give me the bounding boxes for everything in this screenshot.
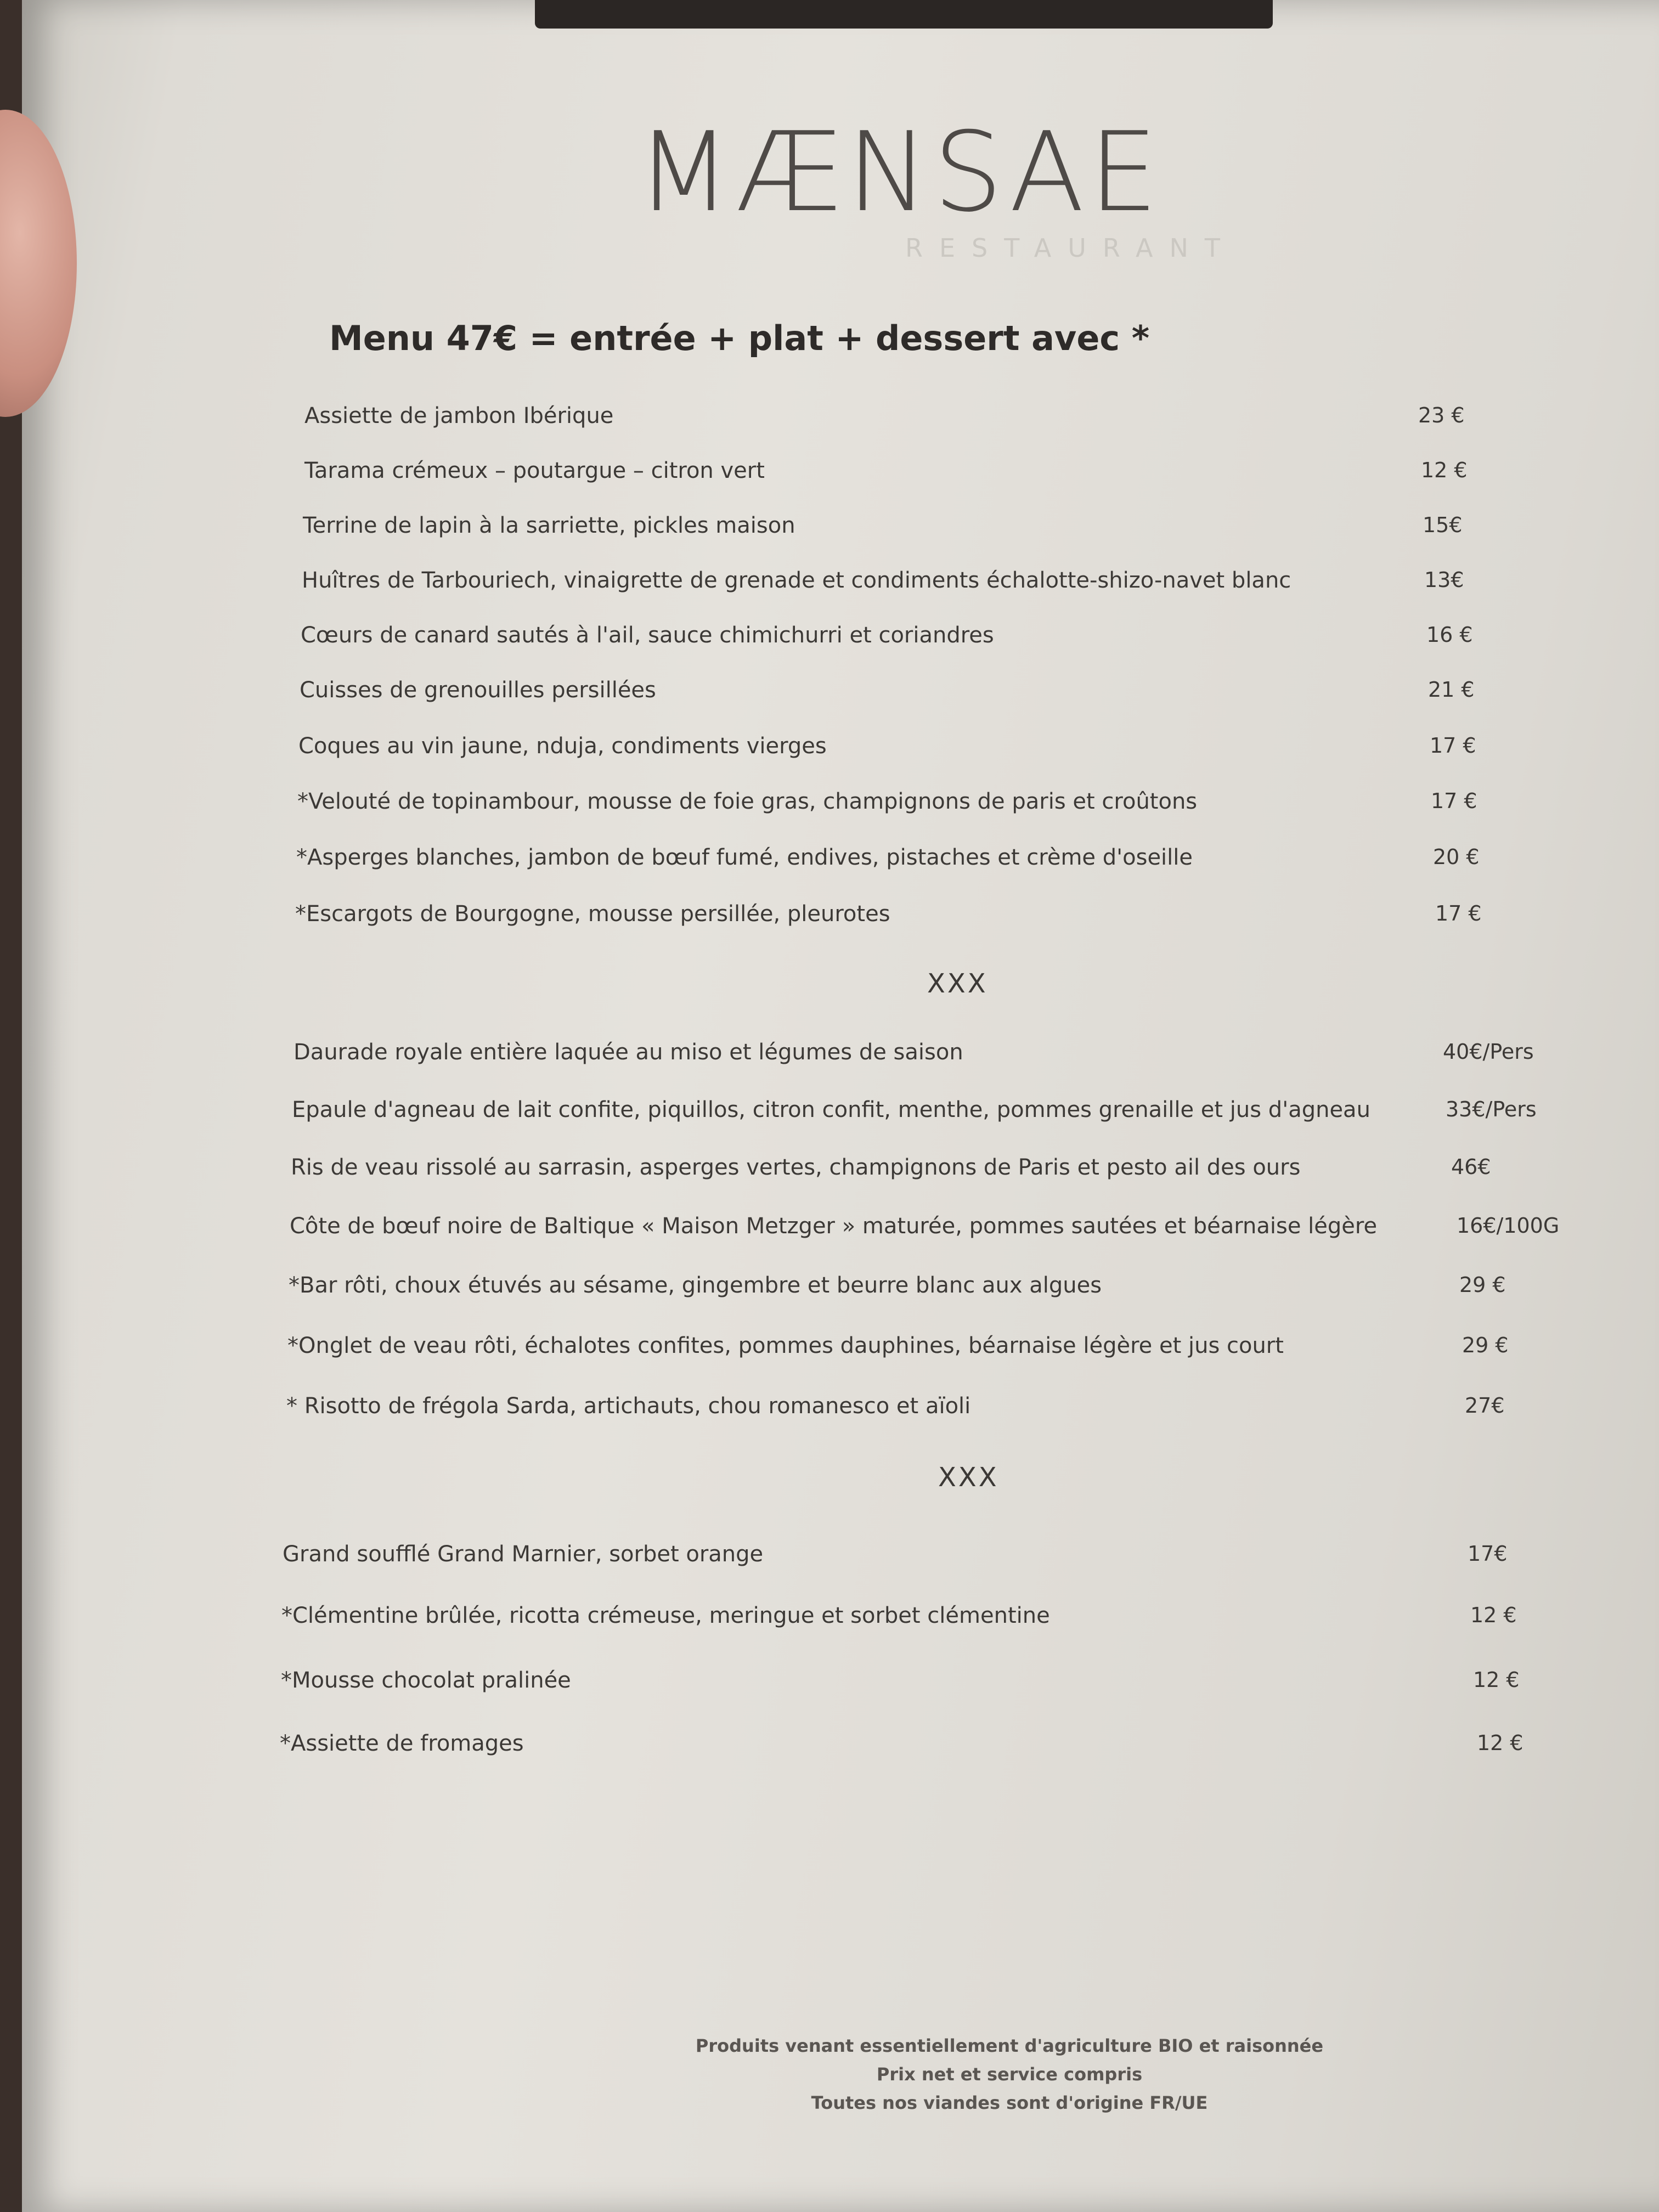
- menu-item: [22, 458, 1613, 496]
- menu-item-price: 12 €: [1473, 1668, 1520, 1692]
- menu-item-name: * Risotto de frégola Sarda, artichauts, chou romanesco et aïoli: [286, 1393, 971, 1419]
- menu-item: [22, 1097, 1613, 1136]
- menu-item-name: *Assiette de fromages: [280, 1731, 524, 1756]
- menu-clip: [535, 0, 1273, 29]
- menu-item-name: *Onglet de veau rôti, échalotes confites, pommes dauphines, béarnaise légère et jus court: [287, 1333, 1284, 1358]
- menu-item-name: *Mousse chocolat pralinée: [281, 1668, 571, 1693]
- menu-item-price: 17€: [1468, 1542, 1508, 1566]
- menu-item-name: Tarama crémeux – poutargue – citron vert: [304, 458, 765, 483]
- restaurant-logo: MÆNSAE: [636, 109, 1163, 236]
- menu-item-price: 15€: [1423, 513, 1463, 537]
- menu-item-name: Grand soufflé Grand Marnier, sorbet orange: [283, 1542, 764, 1567]
- menu-item: [22, 678, 1613, 716]
- menu-item-price: 12 €: [1477, 1731, 1523, 1755]
- menu-item: [22, 513, 1613, 551]
- menu-item-price: 16€/100G: [1457, 1214, 1560, 1238]
- menu-item-name: Huîtres de Tarbouriech, vinaigrette de grenade et condiments échalotte-shizo-navet blanc: [302, 568, 1291, 593]
- menu-item-price: 33€/Pers: [1446, 1097, 1537, 1121]
- menu-item-price: 29 €: [1459, 1273, 1506, 1297]
- section-separator: XXX: [927, 968, 988, 999]
- menu-item: [22, 1040, 1613, 1078]
- menu-item-name: Coques au vin jaune, nduja, condiments vierges: [298, 733, 827, 759]
- footer-line: Toutes nos viandes sont d'origine FR/UE: [811, 2092, 1208, 2113]
- section-separator: XXX: [938, 1462, 999, 1493]
- menu-item-price: 17 €: [1435, 901, 1482, 926]
- menu-item: [22, 789, 1613, 827]
- menu-item-name: Côte de bœuf noire de Baltique « Maison Metzger » maturée, pommes sautées et béarnaise légère: [290, 1214, 1378, 1239]
- footer-line: Produits venant essentiellement d'agriculture BIO et raisonnée: [695, 2035, 1324, 2056]
- menu-title: Menu 47€ = entrée + plat + dessert avec *: [329, 318, 1150, 358]
- menu-item-price: 27€: [1465, 1393, 1505, 1418]
- menu-item: [22, 733, 1613, 772]
- menu-item-name: *Bar rôti, choux étuvés au sésame, gingembre et beurre blanc aux algues: [289, 1273, 1102, 1298]
- menu-item-name: *Asperges blanches, jambon de bœuf fumé, endives, pistaches et crème d'oseille: [296, 845, 1193, 870]
- menu-item: [22, 1155, 1613, 1193]
- menu-item: [22, 403, 1613, 442]
- menu-item-price: 12 €: [1470, 1603, 1517, 1627]
- menu-item-price: 23 €: [1418, 403, 1465, 427]
- menu-item-name: Epaule d'agneau de lait confite, piquillos, citron confit, menthe, pommes grenaille et jus d'agneau: [292, 1097, 1370, 1122]
- menu-item-name: *Clémentine brûlée, ricotta crémeuse, meringue et sorbet clémentine: [281, 1603, 1050, 1628]
- menu-item-name: Ris de veau rissolé au sarrasin, asperges vertes, champignons de Paris et pesto ail des ours: [291, 1155, 1301, 1180]
- menu-item-name: *Escargots de Bourgogne, mousse persillée, pleurotes: [295, 901, 890, 927]
- menu-item-price: 20 €: [1433, 845, 1480, 869]
- footer-line: Prix net et service compris: [876, 2064, 1143, 2085]
- menu-item-name: Assiette de jambon Ibérique: [304, 403, 614, 428]
- menu-item-price: 46€: [1451, 1155, 1491, 1179]
- menu-item: [22, 845, 1613, 883]
- menu-item: [22, 1273, 1613, 1311]
- restaurant-subtitle: RESTAURANT: [905, 233, 1237, 263]
- menu-item-name: Daurade royale entière laquée au miso et légumes de saison: [294, 1040, 963, 1065]
- menu-item-price: 17 €: [1431, 789, 1477, 813]
- menu-item: [22, 568, 1613, 606]
- menu-item: [22, 1731, 1613, 1769]
- menu-item: [22, 623, 1613, 661]
- menu-item-price: 12 €: [1421, 458, 1468, 482]
- menu-item-name: Cœurs de canard sautés à l'ail, sauce chimichurri et coriandres: [301, 623, 994, 648]
- menu-item-price: 29 €: [1462, 1333, 1509, 1357]
- menu-item: [22, 1214, 1613, 1252]
- menu-item-price: 13€: [1424, 568, 1464, 592]
- menu-item-name: Cuisses de grenouilles persillées: [300, 678, 656, 703]
- menu-item-name: Terrine de lapin à la sarriette, pickles maison: [303, 513, 795, 538]
- menu-item: [22, 1603, 1613, 1641]
- menu-item-price: 16 €: [1426, 623, 1473, 647]
- menu-item-name: *Velouté de topinambour, mousse de foie gras, champignons de paris et croûtons: [297, 789, 1198, 814]
- menu-item: [22, 1393, 1613, 1432]
- menu-sheet: [22, 0, 1659, 2212]
- menu-item: [22, 1542, 1613, 1580]
- menu-item: [22, 1668, 1613, 1706]
- menu-item-price: 17 €: [1430, 733, 1476, 758]
- menu-item-price: 40€/Pers: [1443, 1040, 1534, 1064]
- menu-item: [22, 1333, 1613, 1372]
- menu-item: [22, 901, 1613, 940]
- menu-item-price: 21 €: [1428, 678, 1475, 702]
